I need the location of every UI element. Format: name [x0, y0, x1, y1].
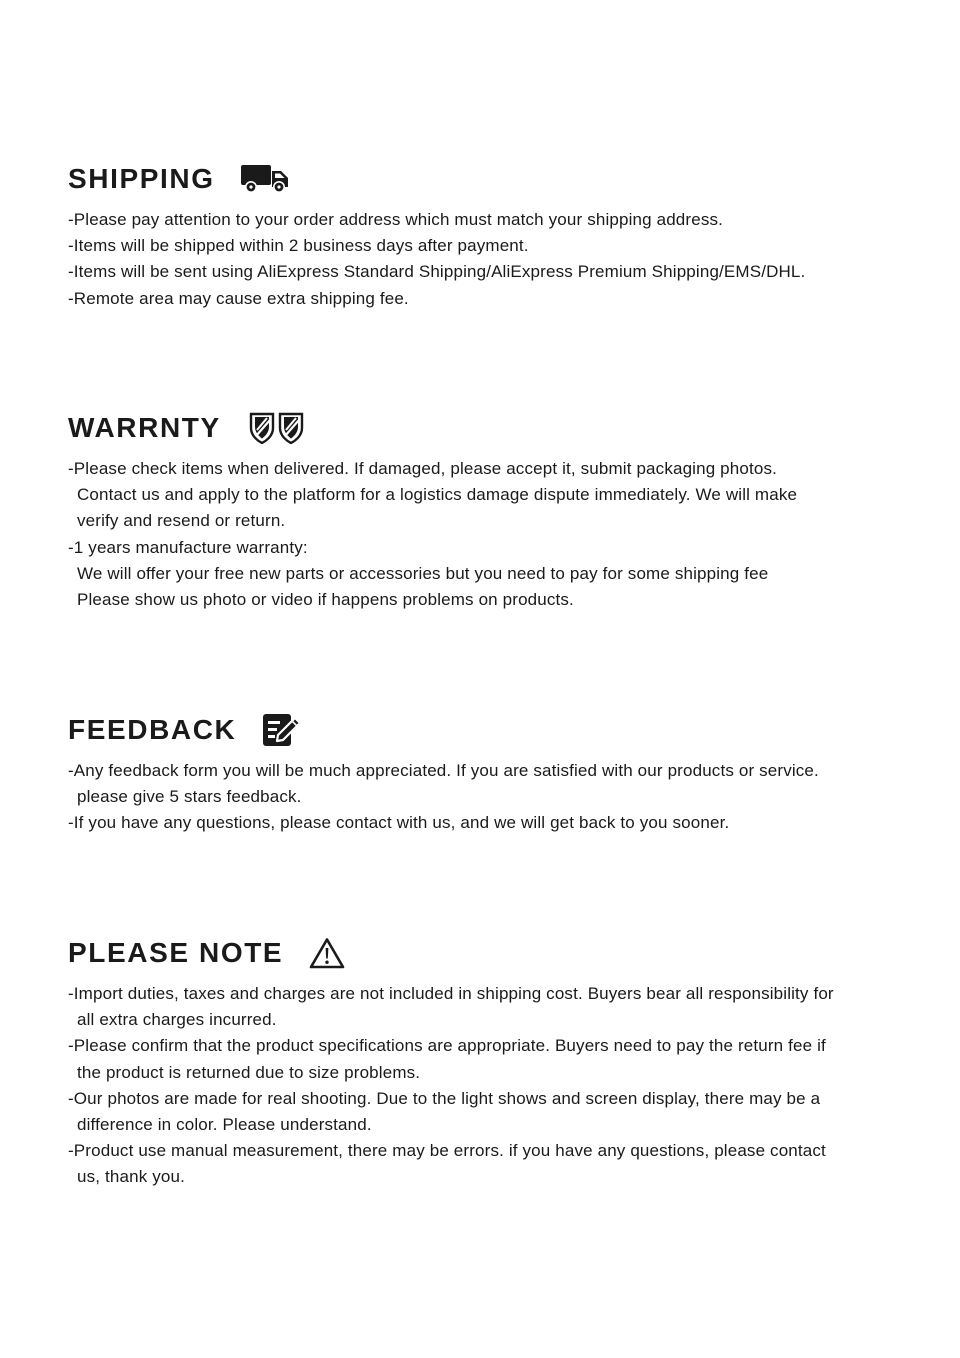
warranty-title: WARRNTY — [68, 412, 221, 443]
shipping-line: -Items will be sent using AliExpress Standard Shipping/AliExpress Premium Shipping/EMS/DHL. — [68, 262, 806, 282]
feedback-line: -If you have any questions, please contact with us, and we will get back to you sooner. — [68, 813, 730, 833]
edit-note-icon — [262, 712, 302, 748]
please-note-line: us, thank you. — [77, 1167, 185, 1187]
please-note-line: -Please confirm that the product specifications are appropriate. Buyers need to pay the return fee if — [68, 1036, 826, 1056]
warranty-line: Contact us and apply to the platform for a logistics damage dispute immediately. We will make — [77, 485, 798, 505]
warranty-line: verify and resend or return. — [77, 511, 286, 531]
warranty-line: We will offer your free new parts or accessories but you need to pay for some shipping fee — [77, 563, 769, 583]
shipping-line: -Remote area may cause extra shipping fee. — [68, 288, 409, 308]
please-note-line: -Import duties, taxes and charges are not included in shipping cost. Buyers bear all responsibility for — [68, 984, 834, 1003]
warranty-section — [68, 408, 928, 613]
please-note-line: -Our photos are made for real shooting. Due to the light shows and screen display, there may be a — [68, 1088, 821, 1108]
feedback-section — [68, 710, 928, 837]
please-note-line: the product is returned due to size problems. — [77, 1062, 421, 1082]
shipping-line: -Please pay attention to your order address which must match your shipping address. — [68, 210, 724, 229]
please-note-line: all extra charges incurred. — [77, 1010, 277, 1030]
please-note-line: difference in color. Please understand. — [77, 1115, 372, 1135]
please-note-lines — [68, 981, 928, 1191]
shipping-heading — [68, 159, 928, 199]
feedback-title: FEEDBACK — [68, 714, 237, 745]
warranty-line: -Please check items when delivered. If damaged, please accept it, submit packaging photos. — [68, 459, 777, 478]
warranty-lines — [68, 456, 928, 613]
warranty-heading — [68, 408, 928, 448]
shipping-title: SHIPPING — [68, 163, 215, 194]
please-note-line: -Product use manual measurement, there may be errors. if you have any questions, please contact — [68, 1141, 826, 1161]
feedback-lines — [68, 758, 928, 837]
feedback-line: please give 5 stars feedback. — [77, 787, 302, 807]
please-note-heading — [68, 933, 928, 973]
shipping-lines — [68, 207, 928, 312]
shipping-line: -Items will be shipped within 2 business days after payment. — [68, 236, 529, 256]
please-note-title: PLEASE NOTE — [68, 937, 284, 968]
feedback-line: -Any feedback form you will be much appreciated. If you are satisfied with our products or service. — [68, 761, 819, 780]
warning-icon — [309, 937, 345, 969]
please-note-section — [68, 933, 928, 1191]
shipping-section — [68, 159, 928, 312]
warranty-line: Please show us photo or video if happens problems on products. — [77, 590, 574, 610]
shield-icon — [249, 412, 305, 444]
feedback-heading — [68, 710, 928, 750]
warranty-line: -1 years manufacture warranty: — [68, 537, 308, 557]
truck-icon — [241, 165, 289, 193]
